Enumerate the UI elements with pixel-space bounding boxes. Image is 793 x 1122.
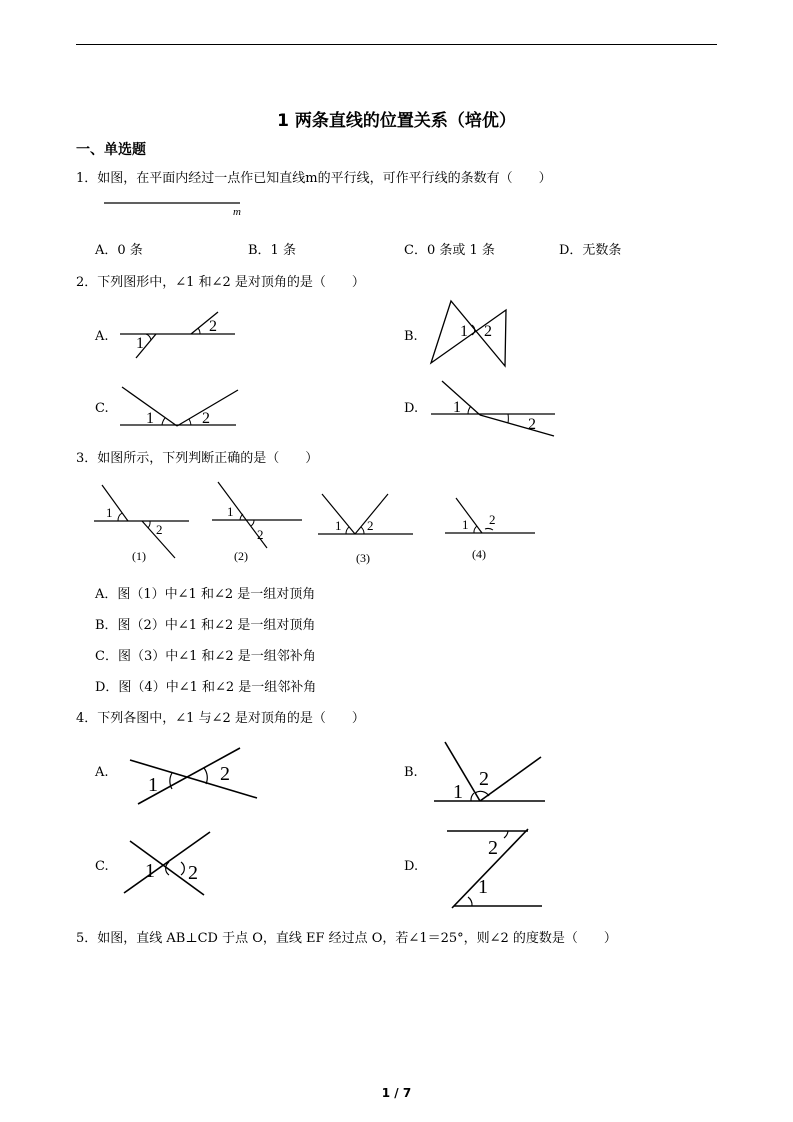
section-heading: 一、单选题 (76, 142, 146, 158)
page-number: 1 / 7 (381, 1086, 412, 1100)
q2-figure-a (118, 310, 243, 365)
q1-option-b[interactable]: B．1 条 (248, 243, 296, 258)
q4-figure-d (444, 826, 549, 912)
header-rule (76, 44, 717, 45)
q3-caption-3: (3) (356, 551, 370, 565)
q2b-angle-1: 1 (460, 323, 468, 340)
q4a-angle-1: 1 (148, 774, 158, 796)
q4d-angle-2: 2 (488, 837, 498, 859)
question-5-stem: 5．如图，直线 AB⊥CD 于点 O，直线 EF 经过点 O，若∠1＝25°，则∠2 的度数是（ ） (76, 931, 617, 946)
q1-option-c[interactable]: C．0 条或 1 条 (404, 243, 495, 258)
q2-option-b-letter[interactable]: B. (404, 329, 418, 344)
q1-option-a[interactable]: A．0 条 (95, 243, 143, 258)
q2-option-c-letter[interactable]: C. (95, 401, 109, 416)
q2-option-d-letter[interactable]: D. (404, 401, 419, 416)
q3-option-a[interactable]: A．图（1）中∠1 和∠2 是一组对顶角 (95, 587, 316, 602)
q2-figure-c (118, 385, 243, 430)
q4c-angle-2: 2 (188, 862, 198, 884)
q4-figure-b (431, 739, 549, 805)
q4-option-c-letter[interactable]: C. (95, 859, 109, 874)
q3f4-angle-1: 1 (462, 517, 469, 532)
q2-figure-b (428, 298, 510, 366)
q4-option-b-letter[interactable]: B. (404, 765, 418, 780)
q2b-angle-2: 2 (484, 323, 492, 340)
q2c-angle-1: 1 (146, 410, 154, 427)
q3-option-b[interactable]: B．图（2）中∠1 和∠2 是一组对顶角 (95, 618, 316, 633)
q3f2-angle-2: 2 (257, 527, 264, 542)
q3-caption-1: (1) (132, 549, 146, 563)
q3-figure-4 (443, 494, 538, 566)
q1-option-d[interactable]: D．无数条 (559, 243, 622, 258)
q3-option-c[interactable]: C．图（3）中∠1 和∠2 是一组邻补角 (95, 649, 316, 664)
q4-figure-a (126, 744, 261, 806)
question-3-stem: 3．如图所示，下列判断正确的是（ ） (76, 451, 319, 466)
q3f3-angle-1: 1 (335, 518, 342, 533)
q1-line-label: m (233, 206, 241, 218)
q2-figure-d (428, 378, 558, 440)
q2a-angle-1: 1 (136, 335, 144, 352)
q4d-angle-1: 1 (478, 876, 488, 898)
q4-option-d-letter[interactable]: D. (404, 859, 419, 874)
q2d-angle-2: 2 (528, 416, 536, 433)
q3f1-angle-2: 2 (156, 522, 163, 537)
q4a-angle-2: 2 (220, 763, 230, 785)
q3f3-angle-2: 2 (367, 518, 374, 533)
q2-option-a-letter[interactable]: A. (95, 329, 109, 344)
q3f4-angle-2: 2 (489, 512, 496, 527)
q4b-angle-2: 2 (479, 768, 489, 790)
q3-option-d[interactable]: D．图（4）中∠1 和∠2 是一组邻补角 (95, 680, 317, 695)
q3-figure-2 (210, 480, 305, 566)
q4-option-a-letter[interactable]: A. (95, 765, 109, 780)
q3-caption-2: (2) (234, 549, 248, 563)
q2d-angle-1: 1 (453, 399, 461, 416)
q3f2-angle-1: 1 (227, 504, 234, 519)
q3f1-angle-1: 1 (106, 505, 113, 520)
question-1-stem: 1．如图，在平面内经过一点作已知直线m的平行线，可作平行线的条数有（ ） (76, 171, 552, 186)
q3-figure-3 (316, 490, 416, 570)
q4c-angle-1: 1 (145, 860, 155, 882)
q3-figure-1 (92, 482, 192, 568)
q3-caption-4: (4) (472, 547, 486, 561)
q4b-angle-1: 1 (453, 781, 463, 803)
q2c-angle-2: 2 (202, 410, 210, 427)
q4-figure-c (120, 829, 215, 899)
q2a-angle-2: 2 (209, 318, 217, 335)
q1-figure (100, 198, 250, 218)
question-2-stem: 2．下列图形中，∠1 和∠2 是对顶角的是（ ） (76, 275, 365, 290)
page-title: 1 两条直线的位置关系（培优） (277, 111, 516, 131)
question-4-stem: 4．下列各图中，∠1 与∠2 是对顶角的是（ ） (76, 711, 365, 726)
